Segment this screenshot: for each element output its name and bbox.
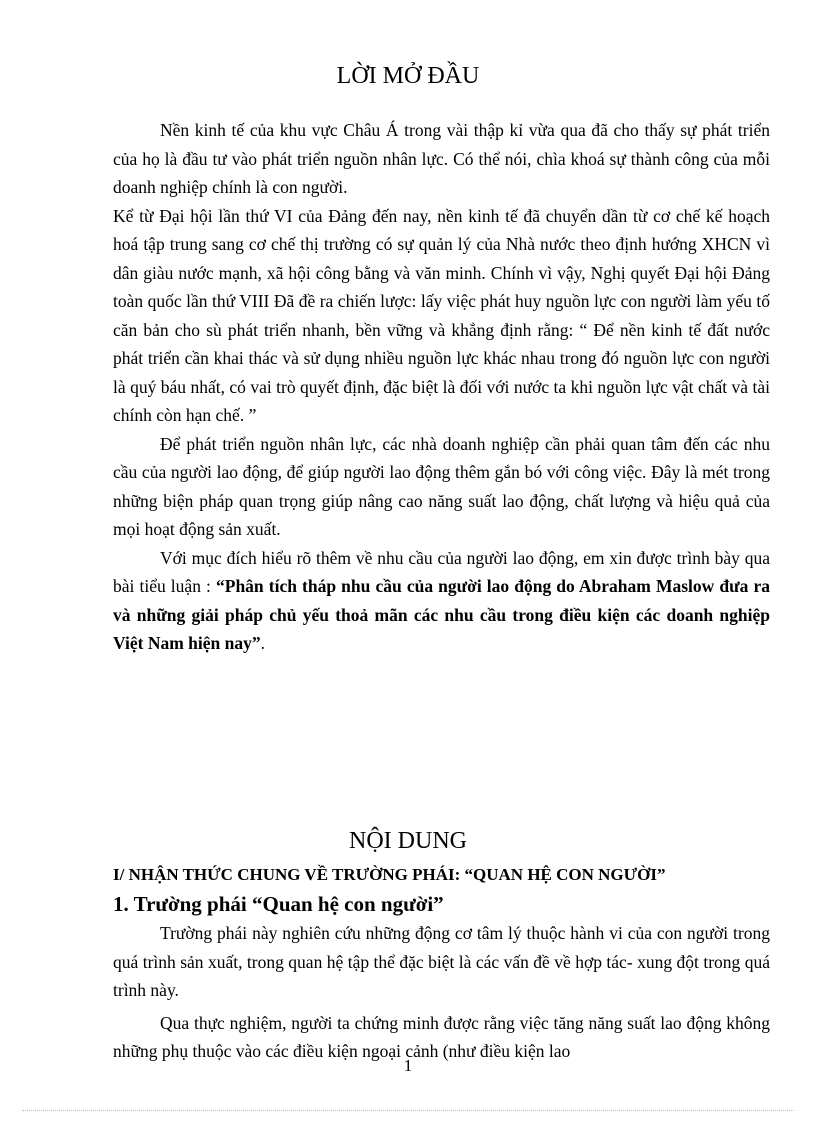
section-heading: I/ NHẬN THỨC CHUNG VỀ TRƯỜNG PHÁI: “QUAN HỆ CON NGƯỜI” [113, 865, 666, 884]
intro-paragraph-2: Kể từ Đại hội lần thứ VI của Đảng đến nay, nền kinh tế đã chuyển dần từ cơ chế kế hoạch hoá tập trung sang cơ chế thị trường có sự quản lý của Nhà nước theo định hướng XHCN vì dân giàu nước mạnh, xã hội công bằng và văn minh. Chính vì vậy, Nghị quyết Đại hội Đảng toàn quốc lần thứ VIII Đã đề ra chiến lược: lấy việc phát huy nguồn lực con người làm yếu tố căn bản cho sù phát triển nhanh, bền vững và khẳng định rằng: “ Để nền kinh tế đất nước phát triển cần khai thác và sử dụng nhiều nguồn lực khác nhau trong đó nguồn lực con người là quý báu nhất, có vai trò quyết định, đặc biệt là đối với nước ta khi nguồn lực vật chất và tài chính còn hạn chế. ” [113, 205, 770, 425]
intro-paragraph-3: Để phát triển nguồn nhân lực, các nhà doanh nghiệp cần phải quan tâm đến các nhu cầu của người lao động, để giúp người lao động thêm gắn bó với công việc. Đây là mét trong những biện pháp quan trọng giúp nâng cao năng suất lao động, chất lượng và hiệu quả của mọi hoạt động sản xuất. [113, 433, 770, 539]
intro-body [113, 116, 770, 658]
essay-title: “Phân tích tháp nhu cầu của người lao động do Abraham Maslow đưa ra và những giải pháp chủ yếu thoả mãn các nhu cầu trong điều kiện các doanh nghiệp Việt Nam hiện nay” [113, 576, 770, 653]
content-title: NỘI DUNG [349, 828, 467, 854]
intro-paragraph-4 [113, 544, 770, 658]
page-bottom-border [22, 1110, 794, 1111]
intro-paragraph-4-lead: Với mục đích hiểu rõ thêm về nhu cầu của người lao động, em xin được trình bày qua bài tiểu luận : [113, 547, 770, 596]
page-number: 1 [403, 1056, 413, 1075]
intro-paragraph-4-end: . [260, 633, 265, 653]
content-paragraph-1: Trường phái này nghiên cứu những động cơ tâm lý thuộc hành vi của con người trong quá trình sản xuất, trong quan hệ tập thể đặc biệt là các vấn đề về hợp tác- xung đột trong quá trình này. [113, 923, 770, 1000]
content-paragraph-2: Qua thực nghiệm, người ta chứng minh được rằng việc tăng năng suất lao động không những phụ thuộc vào các điều kiện ngoại cảnh (như điều kiện lao [113, 1012, 770, 1061]
sub-heading: 1. Trường phái “Quan hệ con người” [113, 892, 444, 916]
intro-paragraph-1: Nền kinh tế của khu vực Châu Á trong vài thập kỉ vừa qua đã cho thấy sự phát triển của họ là đầu tư vào phát triển nguồn nhân lực. Có thể nói, chìa khoá sự thành công của mỗi doanh nghiệp chính là con người. [113, 120, 770, 197]
intro-title: LỜI MỞ ĐẦU [336, 63, 480, 89]
content-body [113, 919, 770, 1066]
